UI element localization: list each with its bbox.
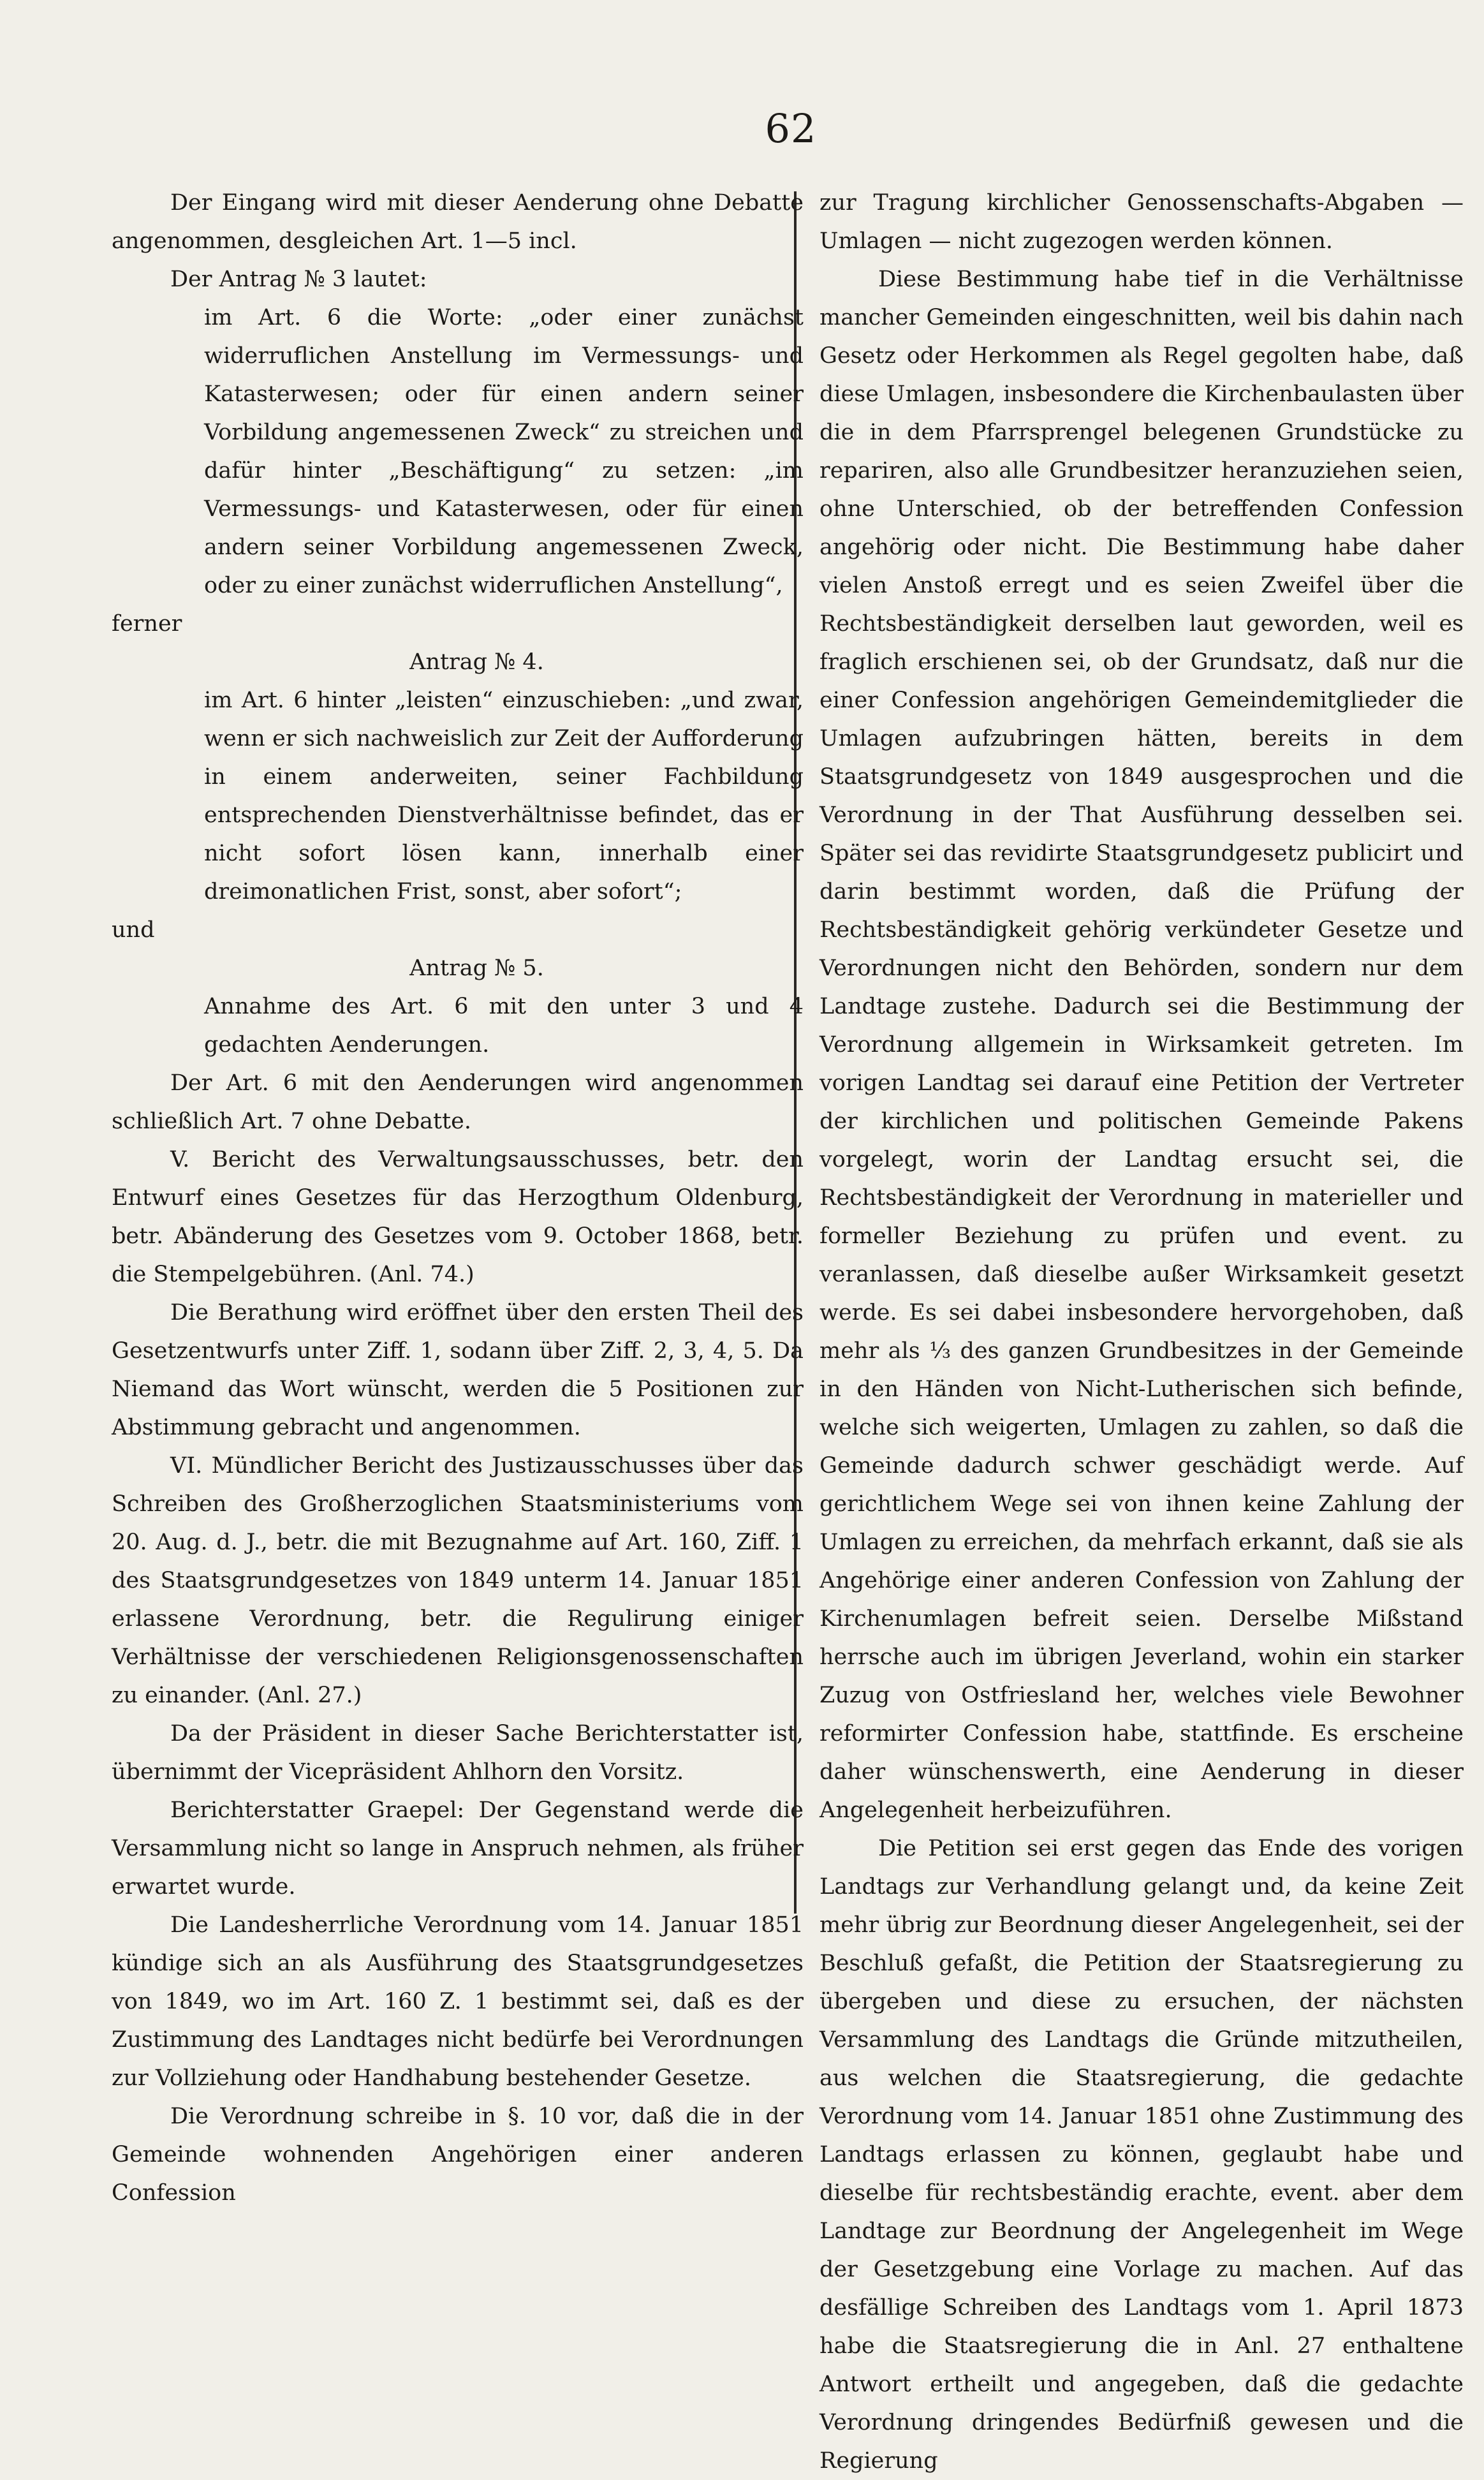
right-column (819, 184, 1464, 2480)
left-column-paragraph: Die Berathung wird eröffnet über den ersten Theil des Gesetzentwurfs unter Ziff. 1, sodann über Ziff. 2, 3, 4, 5. Da Niemand das Wort wünscht, werden die 5 Positionen zur Abstimmung gebracht und angenommen. (112, 1300, 804, 1440)
left-column-paragraph: im Art. 6 die Worte: „oder einer zunächst widerruflichen Anstellung im Vermessungs- und Katasterwesen; oder für einen andern seiner Vorbildung angemessenen Zweck“ zu streichen und dafür hinter „Beschäftigung“ zu setzen: „im Vermessungs- und Katasterwesen, oder für einen andern seiner Vorbildung angemessenen Zweck, oder zu einer zunächst widerruflichen Anstellung“, (204, 305, 804, 598)
right-column-paragraph: zur Tragung kirchlicher Genossenschafts-Abgaben — Umlagen — nicht zugezogen werden können. (819, 190, 1464, 254)
left-column-paragraph: Die Landesherrliche Verordnung vom 14. Januar 1851 kündige sich an als Ausführung des Staatsgrundgesetzes von 1849, wo im Art. 160 Z. 1 bestimmt sei, daß es der Zustimmung des Landtages nicht bedürfe bei Verordnungen zur Vollziehung oder Handhabung bestehender Gesetze. (112, 1912, 804, 2091)
left-column-paragraph: Da der Präsident in dieser Sache Berichterstatter ist, übernimmt der Vicepräsident Ahlhorn den Vorsitz. (112, 1721, 804, 1785)
right-column-paragraph: Die Petition sei erst gegen das Ende des vorigen Landtags zur Verhandlung gelangt und, da keine Zeit mehr übrig zur Beordnung dieser Angelegenheit, sei der Beschluß gefaßt, die Petition der Staatsregierung zu übergeben und diese zu ersuchen, der nächsten Versammlung des Landtags die Gründe mitzutheilen, aus welchen die Staatsregierung, die gedachte Verordnung vom 14. Januar 1851 ohne Zustimmung des Landtags erlassen zu können, geglaubt habe und dieselbe für rechtsbeständig erachte, event. aber dem Landtage zur Beordnung der Angelegenheit im Wege der Gesetzgebung eine Vorlage zu machen. Auf das desfällige Schreiben des Landtags vom 1. April 1873 habe die Staatsregierung die in Anl. 27 enthaltene Antwort ertheilt und angegeben, daß die gedachte Verordnung dringendes Bedürfniß gewesen und die Regierung (819, 1836, 1464, 2474)
left-column-paragraph: Annahme des Art. 6 mit den unter 3 und 4 gedachten Aenderungen. (204, 994, 804, 1058)
left-column-paragraph: Die Verordnung schreibe in §. 10 vor, daß die in der Gemeinde wohnenden Angehörigen einer anderen Confession (112, 2104, 804, 2206)
left-column-paragraph: Der Art. 6 mit den Aenderungen wird angenommen schließlich Art. 7 ohne Debatte. (112, 1070, 804, 1134)
left-column-paragraph: Der Eingang wird mit dieser Aenderung ohne Debatte angenommen, desgleichen Art. 1—5 incl. (112, 190, 804, 254)
left-column-paragraph: und (112, 917, 155, 943)
page-number: 62 (765, 105, 817, 152)
right-column-paragraph: Diese Bestimmung habe tief in die Verhältnisse mancher Gemeinden eingeschnitten, weil bis dahin nach Gesetz oder Herkommen als Regel gegolten habe, daß diese Umlagen, insbesondere die Kirchenbaulasten über die in dem Pfarrsprengel belegenen Grundstücke zu repariren, also alle Grundbesitzer heranzuziehen seien, ohne Unterschied, ob der betreffenden Confession angehörig oder nicht. Die Bestimmung habe daher vielen Anstoß erregt und es seien Zweifel über die Rechtsbeständigkeit derselben laut geworden, weil es fraglich erschienen sei, ob der Grundsatz, daß nur die einer Confession angehörigen Gemeindemitglieder die Umlagen aufzubringen hätten, bereits in dem Staatsgrundgesetz von 1849 ausgesprochen und die Verordnung in der That Ausführung desselben sei. Später sei das revidirte Staatsgrundgesetz publicirt und darin bestimmt worden, daß die Prüfung der Rechtsbeständigkeit gehörig verkündeter Gesetze und Verordnungen nicht den Behörden, sondern nur dem Landtage zustehe. Dadurch sei die Bestimmung der Verordnung allgemein in Wirksamkeit getreten. Im vorigen Landtag sei darauf eine Petition der Vertreter der kirchlichen und politischen Gemeinde Pakens vorgelegt, worin der Landtag ersucht sei, die Rechtsbeständigkeit der Verordnung in materieller und formeller Beziehung zu prüfen und event. zu veranlassen, daß dieselbe außer Wirksamkeit gesetzt werde. Es sei dabei insbesondere hervorgehoben, daß mehr als ⅓ des ganzen Grundbesitzes in der Gemeinde in den Händen von Nicht-Lutherischen sich befinde, welche sich weigerten, Umlagen zu zahlen, so daß die Gemeinde dadurch schwer geschädigt werde. Auf gerichtlichem Wege sei von ihnen keine Zahlung der Umlagen zu erreichen, da mehrfach erkannt, daß sie als Angehörige einer anderen Confession von Zahlung der Kirchenumlagen befreit seien. Derselbe Mißstand herrsche auch im übrigen Jeverland, wohin ein starker Zuzug von Ostfriesland her, welches viele Bewohner reformirter Confession habe, stattfinde. Es erscheine daher wünschenswerth, eine Aenderung in dieser Angelegenheit herbeizuführen. (819, 267, 1464, 1823)
left-column-paragraph: Berichterstatter Graepel: Der Gegenstand werde die Versammlung nicht so lange in Anspruch nehmen, als früher erwartet wurde. (112, 1797, 804, 1900)
left-column (112, 184, 804, 2212)
left-column-paragraph: VI. Mündlicher Bericht des Justizausschusses über das Schreiben des Großherzoglichen Staatsministeriums vom 20. Aug. d. J., betr. die mit Bezugnahme auf Art. 160, Ziff. 1 des Staatsgrundgesetzes von 1849 unterm 14. Januar 1851 erlassene Verordnung, betr. die Regulirung einiger Verhältnisse der verschiedenen Religionsgenossenschaften zu einander. (Anl. 27.) (112, 1453, 804, 1708)
left-column-paragraph: Antrag № 4. (409, 649, 544, 675)
left-column-paragraph: V. Bericht des Verwaltungsausschusses, betr. den Entwurf eines Gesetzes für das Herzogthum Oldenburg, betr. Abänderung des Gesetzes vom 9. October 1868, betr. die Stempelgebühren. (Anl. 74.) (112, 1147, 804, 1287)
left-column-paragraph: Der Antrag № 3 lautet: (170, 267, 427, 292)
left-column-paragraph: ferner (112, 611, 182, 637)
left-column-paragraph: Antrag № 5. (409, 956, 544, 981)
left-column-paragraph: im Art. 6 hinter „leisten“ einzuschieben: „und zwar, wenn er sich nachweislich zur Zeit der Aufforderung in einem anderweiten, seiner Fachbildung entsprechenden Dienstverhältnisse befindet, das er nicht sofort lösen kann, innerhalb einer dreimonatlichen Frist, sonst, aber sofort“; (204, 688, 804, 904)
